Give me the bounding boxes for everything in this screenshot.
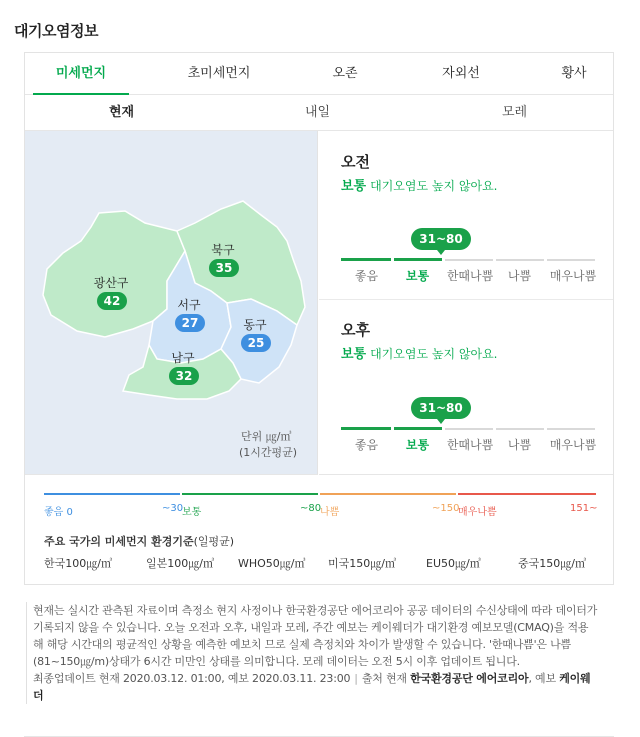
standard-eu: EU50㎍/㎥: [426, 557, 481, 570]
unit-label: 단위 ㎍/㎥: [241, 430, 292, 443]
standard-japan: 일본100㎍/㎥: [146, 557, 214, 570]
standards-title-text: 주요 국가의 미세먼지 환경기준: [44, 535, 194, 548]
pm-level-good: 좋음: [354, 438, 379, 452]
unit-sub: (1시간평균): [239, 446, 298, 459]
am-status: [341, 175, 498, 194]
tab-pm25[interactable]: 초미세먼지: [187, 66, 251, 81]
pm-grade: 보통: [341, 347, 367, 362]
district-value-seo[interactable]: 27: [175, 314, 205, 332]
district-value-buk[interactable]: 35: [209, 259, 239, 277]
am-description: 대기오염도 높지 않아요.: [370, 179, 498, 193]
source-airkorea-link[interactable]: 한국환경공단 에어코리아: [410, 672, 529, 685]
source-mid: , 예보: [528, 672, 556, 685]
standard-china: 중국150㎍/㎥: [518, 557, 586, 570]
pm-level-bad: 나쁨: [507, 438, 532, 452]
district-label-buk: 북구: [211, 243, 235, 257]
tab-yellow-dust[interactable]: 황사: [561, 66, 587, 81]
am-range-bubble: 31~80: [411, 228, 471, 250]
district-label-seo: 서구: [177, 298, 201, 312]
district-value-gwangsan[interactable]: 42: [97, 292, 127, 310]
legend-bad: 나쁨: [320, 507, 340, 518]
update-time: 최종업데이트 현재 2020.03.12. 01:00, 예보 2020.03.11. 23:00: [33, 672, 351, 685]
district-label-dong: 동구: [243, 318, 267, 332]
pm-description: 대기오염도 높지 않아요.: [370, 347, 498, 361]
am-level-very-bad: 매우나쁨: [549, 269, 597, 283]
forecast-panel: [319, 131, 613, 475]
data-notice: [26, 602, 598, 704]
panel-divider: [319, 299, 613, 300]
pollutant-tabs: [25, 53, 613, 95]
standard-korea: 한국100㎍/㎥: [44, 557, 112, 570]
tab-pm10[interactable]: 미세먼지: [33, 53, 129, 94]
tab-day-after[interactable]: 모레: [502, 105, 528, 120]
district-label-gwangsan: 광산구: [93, 276, 129, 290]
legend-b3: ~150: [432, 503, 460, 514]
am-period-title: 오전: [341, 153, 370, 171]
legend-good: 좋음 0: [44, 507, 73, 518]
am-level-good: 좋음: [354, 269, 379, 283]
pm-level-temp-bad: 한때나쁨: [446, 438, 494, 452]
legend-b1: ~30: [162, 503, 184, 514]
pm-level-very-bad: 매우나쁨: [549, 438, 597, 452]
pm-scale-bar: [341, 428, 595, 430]
unit-note: [241, 429, 297, 461]
tab-tomorrow[interactable]: 내일: [305, 105, 331, 120]
standard-usa: 미국150㎍/㎥: [328, 557, 396, 570]
standard-who: WHO50㎍/㎥: [238, 557, 306, 570]
district-label-nam: 남구: [171, 351, 195, 365]
legend-b2: ~80: [300, 503, 322, 514]
am-scale-bar: [341, 259, 595, 261]
tab-ozone[interactable]: 오존: [332, 66, 358, 81]
legend-very-bad: 매우나쁨: [458, 507, 497, 518]
pm-range-bubble: 31~80: [411, 397, 471, 419]
tab-now[interactable]: 현재: [109, 105, 135, 120]
air-quality-card: [24, 52, 614, 585]
legend-bar-bad: [320, 493, 456, 495]
grade-legend: [44, 493, 596, 523]
district-value-dong[interactable]: 25: [241, 334, 271, 352]
district-value-nam[interactable]: 32: [169, 367, 199, 385]
pm-status: [341, 343, 498, 362]
tab-uv[interactable]: 자외선: [442, 66, 480, 81]
district-map: [25, 131, 318, 475]
legend-bar-good: [44, 493, 180, 495]
source-prefix: 출처 현재: [361, 672, 407, 685]
legend-bar-normal: [182, 493, 318, 495]
am-level-normal: 보통: [405, 269, 430, 283]
legend-b4: 151~: [570, 503, 598, 514]
legend-normal: 보통: [182, 507, 202, 518]
am-level-bad: 나쁨: [507, 269, 532, 283]
page-title: 대기오염정보: [14, 22, 98, 40]
standards-title: [44, 533, 234, 549]
am-grade: 보통: [341, 179, 367, 194]
pm-level-normal: 보통: [405, 438, 430, 452]
notice-footer: 최종업데이트 현재 2020.03.12. 01:00, 예보 2020.03.11. 23:00 | 출처 현재 한국환경공단 에어코리아, 예보 케이웨더: [33, 672, 591, 702]
am-level-temp-bad: 한때나쁨: [446, 269, 494, 283]
pm-period-title: 오후: [341, 321, 370, 339]
source-kweather-link[interactable]: 케이웨더: [33, 672, 591, 702]
standards-title-note: (일평균): [193, 535, 235, 548]
day-tabs: [25, 95, 613, 131]
legend-bar-very-bad: [458, 493, 596, 495]
notice-text: 현재는 실시간 관측된 자료이며 측정소 현지 사정이나 한국환경공단 에어코리아 공공 데이터의 수신상태에 따라 데이터가 기록되지 않을 수 있습니다. 오늘 오전과 오후, 내일과 모레, 주간 예보는 케이웨더가 대기환경 예보모델(CMAQ)을 적용해 해당 시간대의 평균적인 상황을 예측한 예보치 므로 실제 측정치와 차이가 발생할 수 있습니다. '한때나쁨'은 나쁨(81~150㎍/m)상태가 6시간 미만인 상태를 의미합니다. 모레 데이터는 오전 5시 이후 업데이트 됩니다.: [33, 604, 598, 668]
